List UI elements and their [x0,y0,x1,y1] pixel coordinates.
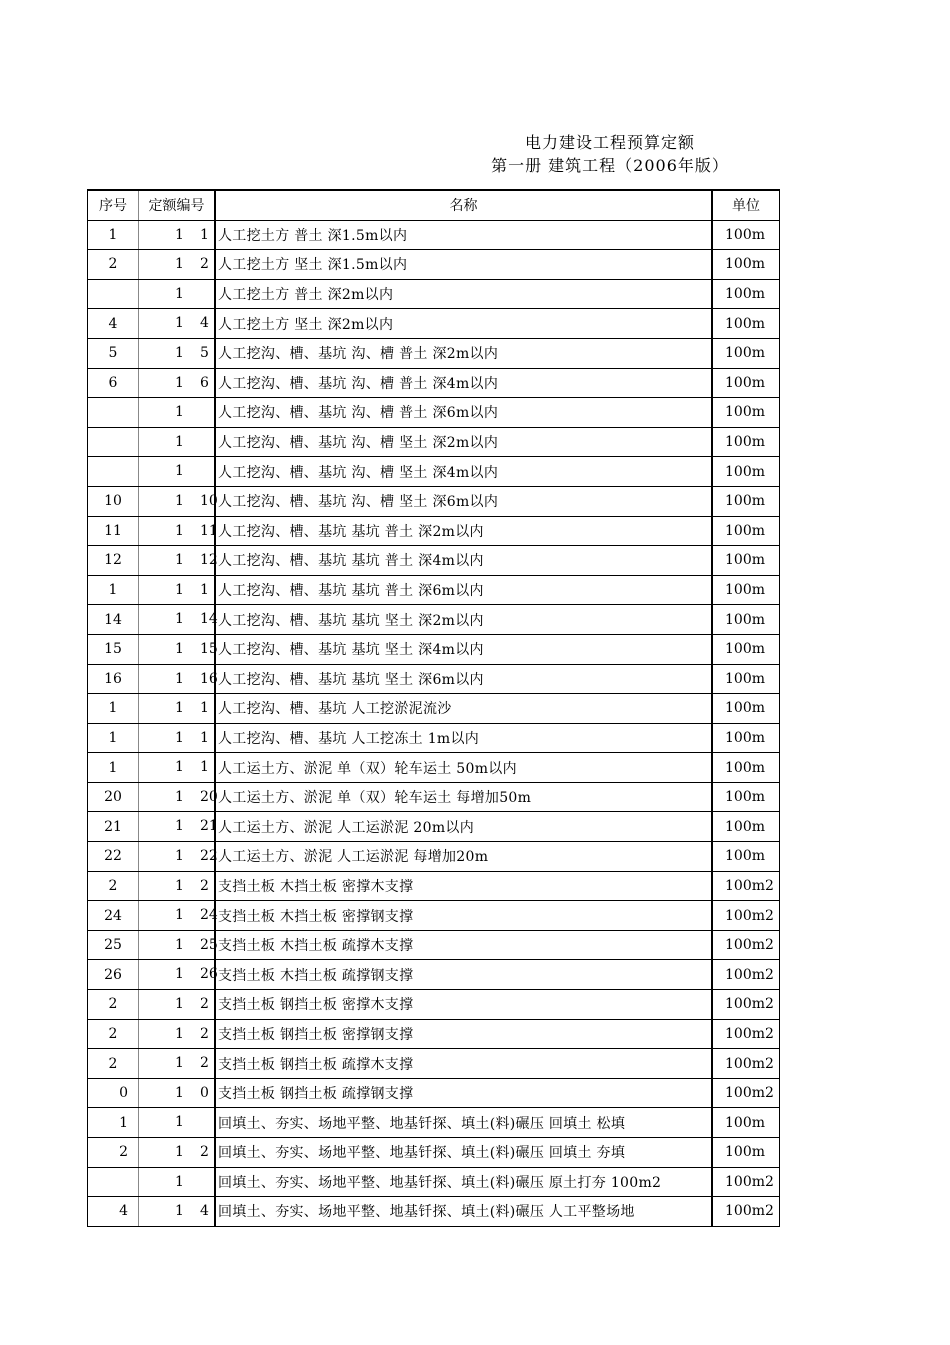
cell-unit: 100m [712,575,780,605]
cell-code-chapter: 1 [175,877,184,894]
cell-code [139,1167,216,1197]
cell-name: 支挡土板 钢挡土板 密撑木支撑 [215,990,712,1020]
cell-name: 人工挖沟、槽、基坑 沟、槽 坚土 深2m以内 [215,427,712,457]
cell-seq: 2 [88,1138,139,1168]
cell-code [139,871,216,901]
cell-code-chapter: 1 [175,1144,184,1160]
header-seq: 序号 [88,190,139,220]
cell-code-item: 5 [200,344,209,361]
cell-unit: 100m [712,398,780,428]
cell-code [139,782,216,812]
cell-code-chapter: 1 [175,936,184,953]
table-row [88,516,780,546]
cell-name: 人工挖沟、槽、基坑 基坑 坚土 深4m以内 [215,634,712,664]
cell-seq: 1 [88,1108,139,1138]
table-row [88,990,780,1020]
cell-code-chapter: 1 [175,1025,184,1042]
table-row [88,427,780,457]
cell-name: 回填土、夯实、场地平整、地基钎探、填土(料)碾压 人工平整场地 [215,1197,712,1227]
cell-code [139,960,216,990]
cell-name: 回填土、夯实、场地平整、地基钎探、填土(料)碾压 回填土 夯填 [215,1138,712,1168]
cell-code-item: 4 [200,315,209,332]
cell-code-item: 26 [200,966,218,983]
cell-code-item: 2 [200,996,209,1013]
cell-code-chapter: 1 [175,226,184,243]
cell-unit: 100m2 [712,1078,780,1108]
table-row [88,546,780,576]
cell-unit: 100m [712,605,780,635]
cell-code-chapter: 1 [175,256,184,273]
cell-code-item: 4 [200,1203,209,1220]
cell-seq: 22 [88,842,139,872]
cell-code-chapter: 1 [175,344,184,361]
cell-code-item: 22 [200,848,218,865]
cell-code [139,516,216,546]
cell-code-chapter: 1 [175,848,184,865]
cell-code-chapter: 1 [175,907,184,924]
cell-code-chapter: 1 [175,1084,184,1101]
cell-unit: 100m2 [712,1019,780,1049]
cell-name: 回填土、夯实、场地平整、地基钎探、填土(料)碾压 回填土 松填 [215,1108,712,1138]
cell-code-chapter: 1 [175,729,184,746]
table-row [88,1167,780,1197]
cell-code [139,486,216,516]
cell-seq: 1 [88,220,139,250]
cell-code-chapter: 1 [175,552,184,569]
cell-code [139,812,216,842]
cell-code-chapter: 1 [175,670,184,687]
cell-code [139,990,216,1020]
cell-seq [88,457,139,487]
cell-code [139,427,216,457]
cell-code [139,664,216,694]
cell-name: 人工挖沟、槽、基坑 沟、槽 普土 深6m以内 [215,398,712,428]
cell-unit: 100m2 [712,901,780,931]
cell-code [139,575,216,605]
cell-code-chapter: 1 [175,640,184,657]
cell-code-item: 2 [200,256,209,273]
cell-code-chapter: 1 [175,433,184,450]
table-row [88,338,780,368]
cell-unit: 100m [712,694,780,724]
cell-unit: 100m [712,664,780,694]
cell-seq: 1 [88,694,139,724]
cell-seq: 1 [88,723,139,753]
cell-code-item: 12 [200,552,218,569]
cell-code-chapter: 1 [175,285,184,302]
cell-code [139,250,216,280]
cell-code-chapter: 1 [175,759,184,776]
cell-code-chapter: 1 [175,611,184,628]
cell-seq: 4 [88,309,139,339]
table-row [88,782,780,812]
cell-code [139,546,216,576]
cell-code [139,901,216,931]
cell-code-chapter: 1 [175,492,184,509]
cell-code [139,457,216,487]
cell-unit: 100m2 [712,1049,780,1079]
cell-code-chapter: 1 [175,1173,184,1190]
table-row [88,1108,780,1138]
cell-code-item: 1 [200,226,209,243]
cell-name: 人工挖土方 普土 深2m以内 [215,279,712,309]
cell-code [139,368,216,398]
cell-code-chapter: 1 [175,700,184,717]
cell-seq: 25 [88,930,139,960]
cell-name: 人工挖沟、槽、基坑 沟、槽 坚土 深4m以内 [215,457,712,487]
cell-code [139,309,216,339]
table-row [88,279,780,309]
table-row [88,398,780,428]
cell-name: 人工挖土方 坚土 深1.5m以内 [215,250,712,280]
cell-seq: 10 [88,486,139,516]
cell-code-chapter: 1 [175,404,184,421]
cell-code-item: 1 [200,581,209,598]
cell-name: 人工挖沟、槽、基坑 沟、槽 普土 深4m以内 [215,368,712,398]
cell-code-item: 0 [200,1084,209,1101]
cell-code-chapter: 1 [175,966,184,983]
cell-code-item: 6 [200,374,209,391]
cell-unit: 100m2 [712,990,780,1020]
cell-code-item: 21 [200,818,218,835]
cell-code [139,1138,216,1168]
cell-code-item: 1 [200,759,209,776]
cell-unit: 100m2 [712,1167,780,1197]
cell-unit: 100m [712,338,780,368]
cell-name: 支挡土板 钢挡土板 疏撑钢支撑 [215,1078,712,1108]
cell-unit: 100m2 [712,960,780,990]
cell-unit: 100m [712,368,780,398]
cell-code [139,338,216,368]
cell-unit: 100m [712,427,780,457]
cell-code-item: 20 [200,788,218,805]
cell-seq: 20 [88,782,139,812]
cell-seq [88,398,139,428]
table-row [88,901,780,931]
cell-code-chapter: 1 [175,996,184,1013]
table-row [88,575,780,605]
cell-code-chapter: 1 [175,818,184,835]
cell-code-item: 15 [200,640,218,657]
cell-code-item: 1 [200,700,209,717]
cell-seq: 2 [88,871,139,901]
cell-unit: 100m [712,782,780,812]
cell-unit: 100m [712,1138,780,1168]
cell-seq: 6 [88,368,139,398]
header-code: 定额编号 [139,190,216,220]
table-row [88,1197,780,1227]
header-unit: 单位 [712,190,780,220]
cell-code [139,930,216,960]
cell-name: 人工挖土方 坚土 深2m以内 [215,309,712,339]
cell-seq: 2 [88,250,139,280]
cell-name: 支挡土板 木挡土板 疏撑木支撑 [215,930,712,960]
cell-name: 支挡土板 钢挡土板 密撑钢支撑 [215,1019,712,1049]
cell-code [139,842,216,872]
cell-name: 人工挖沟、槽、基坑 基坑 坚土 深6m以内 [215,664,712,694]
cell-seq [88,279,139,309]
cell-code [139,1019,216,1049]
cell-code [139,1078,216,1108]
cell-name: 人工运土方、淤泥 人工运淤泥 20m以内 [215,812,712,842]
cell-seq: 12 [88,546,139,576]
cell-code [139,1049,216,1079]
table-row [88,871,780,901]
cell-seq: 2 [88,1019,139,1049]
cell-name: 人工挖沟、槽、基坑 基坑 坚土 深2m以内 [215,605,712,635]
cell-code-item: 11 [200,522,218,539]
cell-name: 支挡土板 钢挡土板 疏撑木支撑 [215,1049,712,1079]
cell-seq: 1 [88,753,139,783]
cell-code [139,723,216,753]
table-row [88,1049,780,1079]
cell-name: 支挡土板 木挡土板 密撑钢支撑 [215,901,712,931]
table-row [88,812,780,842]
cell-code-item: 25 [200,936,218,953]
cell-name: 人工挖沟、槽、基坑 人工挖冻土 1m以内 [215,723,712,753]
cell-code-chapter: 1 [175,1114,184,1131]
table-row [88,694,780,724]
cell-code-item: 2 [200,1025,209,1042]
table-row [88,842,780,872]
cell-seq: 11 [88,516,139,546]
cell-name: 人工挖沟、槽、基坑 沟、槽 坚土 深6m以内 [215,486,712,516]
cell-name: 支挡土板 木挡土板 疏撑钢支撑 [215,960,712,990]
table-row [88,723,780,753]
cell-code [139,220,216,250]
table-row [88,1019,780,1049]
cell-unit: 100m2 [712,930,780,960]
cell-name: 人工挖沟、槽、基坑 基坑 普土 深4m以内 [215,546,712,576]
cell-unit: 100m [712,1108,780,1138]
cell-code [139,694,216,724]
cell-name: 人工挖沟、槽、基坑 基坑 普土 深6m以内 [215,575,712,605]
cell-seq: 21 [88,812,139,842]
cell-name: 人工挖土方 普土 深1.5m以内 [215,220,712,250]
cell-seq [88,1167,139,1197]
cell-unit: 100m [712,250,780,280]
cell-unit: 100m [712,753,780,783]
cell-code [139,605,216,635]
cell-name: 人工挖沟、槽、基坑 人工挖淤泥流沙 [215,694,712,724]
quota-table [87,189,780,1227]
table-body [88,220,780,1226]
cell-code-chapter: 1 [175,315,184,332]
document-title: 电力建设工程预算定额 [524,133,695,152]
table-row [88,634,780,664]
cell-code-chapter: 1 [175,374,184,391]
header-name: 名称 [215,190,712,220]
cell-unit: 100m [712,842,780,872]
cell-name: 支挡土板 木挡土板 密撑木支撑 [215,871,712,901]
cell-unit: 100m2 [712,871,780,901]
table-row [88,220,780,250]
table-row [88,1078,780,1108]
cell-name: 人工运土方、淤泥 单（双）轮车运土 50m以内 [215,753,712,783]
cell-unit: 100m [712,220,780,250]
cell-code-item: 16 [200,670,218,687]
table-row [88,250,780,280]
cell-code-chapter: 1 [175,581,184,598]
cell-unit: 100m [712,546,780,576]
cell-code-chapter: 1 [175,788,184,805]
cell-seq: 16 [88,664,139,694]
table-row [88,457,780,487]
cell-code-item: 2 [200,1144,209,1160]
cell-seq: 4 [88,1197,139,1227]
cell-code-item: 10 [200,492,218,509]
cell-unit: 100m [712,457,780,487]
table-row [88,930,780,960]
cell-code-chapter: 1 [175,463,184,480]
cell-code-item: 2 [200,877,209,894]
cell-code [139,753,216,783]
cell-seq: 2 [88,1049,139,1079]
cell-unit: 100m [712,516,780,546]
cell-seq [88,427,139,457]
cell-name: 人工挖沟、槽、基坑 基坑 普土 深2m以内 [215,516,712,546]
table-header-row [88,190,780,220]
cell-name: 人工挖沟、槽、基坑 沟、槽 普土 深2m以内 [215,338,712,368]
table-row [88,309,780,339]
table-row [88,664,780,694]
cell-code-item: 24 [200,907,218,924]
table-row [88,960,780,990]
cell-unit: 100m [712,723,780,753]
cell-name: 人工运土方、淤泥 单（双）轮车运土 每增加50m [215,782,712,812]
table-row [88,605,780,635]
cell-code [139,398,216,428]
cell-code [139,279,216,309]
cell-seq: 24 [88,901,139,931]
cell-code [139,1197,216,1227]
table-row [88,486,780,516]
cell-name: 人工运土方、淤泥 人工运淤泥 每增加20m [215,842,712,872]
cell-seq: 26 [88,960,139,990]
cell-unit: 100m [712,309,780,339]
cell-seq: 5 [88,338,139,368]
cell-seq: 15 [88,634,139,664]
cell-seq: 2 [88,990,139,1020]
table-row [88,1138,780,1168]
table-row [88,368,780,398]
cell-code [139,1108,216,1138]
cell-code-chapter: 1 [175,522,184,539]
cell-code-item: 1 [200,729,209,746]
cell-code-item: 14 [200,611,218,628]
cell-code-chapter: 1 [175,1203,184,1220]
cell-code-chapter: 1 [175,1055,184,1072]
table-row [88,753,780,783]
cell-code-item: 2 [200,1055,209,1072]
cell-unit: 100m [712,486,780,516]
cell-code [139,634,216,664]
cell-seq: 1 [88,575,139,605]
cell-seq: 14 [88,605,139,635]
cell-unit: 100m2 [712,1197,780,1227]
cell-unit: 100m [712,634,780,664]
cell-unit: 100m [712,812,780,842]
cell-unit: 100m [712,279,780,309]
cell-name: 回填土、夯实、场地平整、地基钎探、填土(料)碾压 原土打夯 100m2 [215,1167,712,1197]
document-subtitle: 第一册 建筑工程（2006年版） [491,156,729,175]
cell-seq: 0 [88,1078,139,1108]
